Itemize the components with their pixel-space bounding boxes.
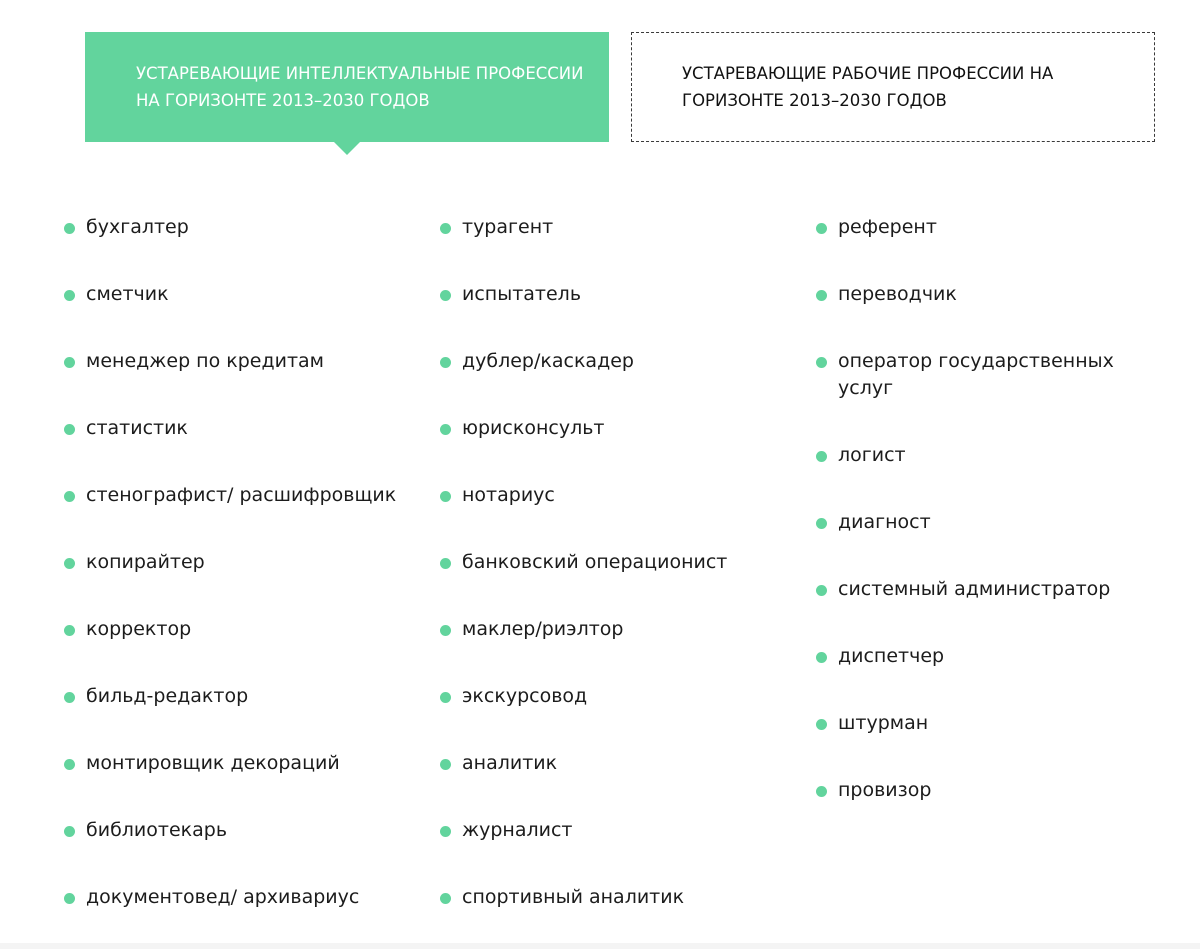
list-item-label: корректор: [86, 618, 192, 640]
bullet-dot-icon: [816, 223, 827, 234]
list-item-label: документовед/ архивариус: [86, 886, 360, 908]
bullet-dot-icon: [440, 491, 451, 502]
list-item-label: провизор: [838, 779, 932, 801]
list-item-label: юрисконсульт: [462, 417, 605, 439]
bullet-dot-icon: [816, 719, 827, 730]
list-item: [816, 348, 1136, 402]
list-item: [64, 683, 424, 710]
list-item: [816, 576, 1136, 603]
list-item: [64, 750, 424, 777]
bullet-dot-icon: [64, 826, 75, 837]
bullet-dot-icon: [440, 625, 451, 636]
list-item-label: дублер/каскадер: [462, 350, 634, 372]
bullet-dot-icon: [64, 491, 75, 502]
bullet-dot-icon: [64, 893, 75, 904]
bullet-dot-icon: [64, 625, 75, 636]
list-item-label: бухгалтер: [86, 216, 189, 238]
bullet-dot-icon: [440, 424, 451, 435]
list-item: [64, 817, 424, 844]
list-item-label: монтировщик декораций: [86, 752, 340, 774]
list-item-label: нотариус: [462, 484, 555, 506]
list-item-label: турагент: [462, 216, 554, 238]
bullet-dot-icon: [64, 290, 75, 301]
list-item-label: испытатель: [462, 283, 582, 305]
bullet-dot-icon: [816, 518, 827, 529]
list-item: [440, 415, 800, 442]
list-item: [816, 214, 1136, 241]
list-item-label: стенографист/ расшифровщик: [86, 484, 397, 506]
list-item: [440, 616, 800, 643]
list-item: [440, 683, 800, 710]
professions-column-3: [816, 214, 1136, 844]
bullet-dot-icon: [440, 893, 451, 904]
list-item-label: статистик: [86, 417, 188, 439]
bullet-dot-icon: [440, 357, 451, 368]
list-item-label: системный администратор: [838, 578, 1111, 600]
list-item: [816, 643, 1136, 670]
bullet-dot-icon: [440, 692, 451, 703]
tab-intellectual-professions-label: УСТАРЕВАЮЩИЕ ИНТЕЛЛЕКТУАЛЬНЫЕ ПРОФЕССИИ НА ГОРИЗОНТЕ 2013–2030 ГОДОВ: [136, 64, 584, 110]
bullet-dot-icon: [64, 424, 75, 435]
list-item: [816, 281, 1136, 308]
list-item: [440, 482, 800, 509]
list-item: [440, 884, 800, 911]
list-item: [64, 415, 424, 442]
list-item: [440, 750, 800, 777]
bullet-dot-icon: [64, 759, 75, 770]
list-item-label: бильд-редактор: [86, 685, 249, 707]
bullet-dot-icon: [64, 692, 75, 703]
list-item: [64, 281, 424, 308]
list-item: [440, 348, 800, 375]
bullet-dot-icon: [440, 759, 451, 770]
list-item: [64, 616, 424, 643]
bullet-dot-icon: [816, 652, 827, 663]
list-item-label: маклер/риэлтор: [462, 618, 624, 640]
list-item: [440, 214, 800, 241]
list-item-label: копирайтер: [86, 551, 205, 573]
list-item: [64, 549, 424, 576]
list-item: [64, 348, 424, 375]
list-item-label: спортивный аналитик: [462, 886, 685, 908]
list-item-label: менеджер по кредитам: [86, 350, 325, 372]
list-item: [816, 442, 1136, 469]
list-item-label: диагност: [838, 511, 931, 533]
list-item-label: диспетчер: [838, 645, 945, 667]
list-item: [64, 482, 424, 509]
bullet-dot-icon: [440, 558, 451, 569]
list-item-label: сметчик: [86, 283, 169, 305]
list-item: [440, 549, 800, 576]
bullet-dot-icon: [64, 558, 75, 569]
list-item-label: банковский операционист: [462, 551, 728, 573]
list-item: [816, 509, 1136, 536]
bullet-dot-icon: [440, 826, 451, 837]
list-item: [440, 281, 800, 308]
list-item-label: оператор государственных услуг: [838, 350, 1114, 399]
list-item: [64, 884, 424, 911]
bullet-dot-icon: [64, 357, 75, 368]
professions-column-2: [440, 214, 800, 951]
list-item-label: экскурсовод: [462, 685, 588, 707]
bottom-divider: [0, 943, 1200, 949]
bullet-dot-icon: [816, 290, 827, 301]
bullet-dot-icon: [816, 786, 827, 797]
bullet-dot-icon: [64, 223, 75, 234]
list-item: [64, 214, 424, 241]
tab-working-professions[interactable]: [631, 32, 1155, 142]
list-item-label: логист: [838, 444, 906, 466]
bullet-dot-icon: [816, 451, 827, 462]
tab-intellectual-professions[interactable]: [85, 32, 609, 142]
list-item-label: аналитик: [462, 752, 558, 774]
list-item: [816, 710, 1136, 737]
list-item-label: журналист: [462, 819, 573, 841]
list-item-label: штурман: [838, 712, 929, 734]
list-item-label: референт: [838, 216, 937, 238]
list-item-label: переводчик: [838, 283, 957, 305]
bullet-dot-icon: [816, 585, 827, 596]
bullet-dot-icon: [440, 290, 451, 301]
professions-column-1: [64, 214, 424, 951]
list-item: [816, 777, 1136, 804]
tab-working-professions-label: УСТАРЕВАЮЩИЕ РАБОЧИЕ ПРОФЕССИИ НА ГОРИЗОНТЕ 2013–2030 ГОДОВ: [682, 64, 1054, 110]
list-item-label: библиотекарь: [86, 819, 228, 841]
bullet-dot-icon: [440, 223, 451, 234]
bullet-dot-icon: [816, 357, 827, 368]
list-item: [440, 817, 800, 844]
